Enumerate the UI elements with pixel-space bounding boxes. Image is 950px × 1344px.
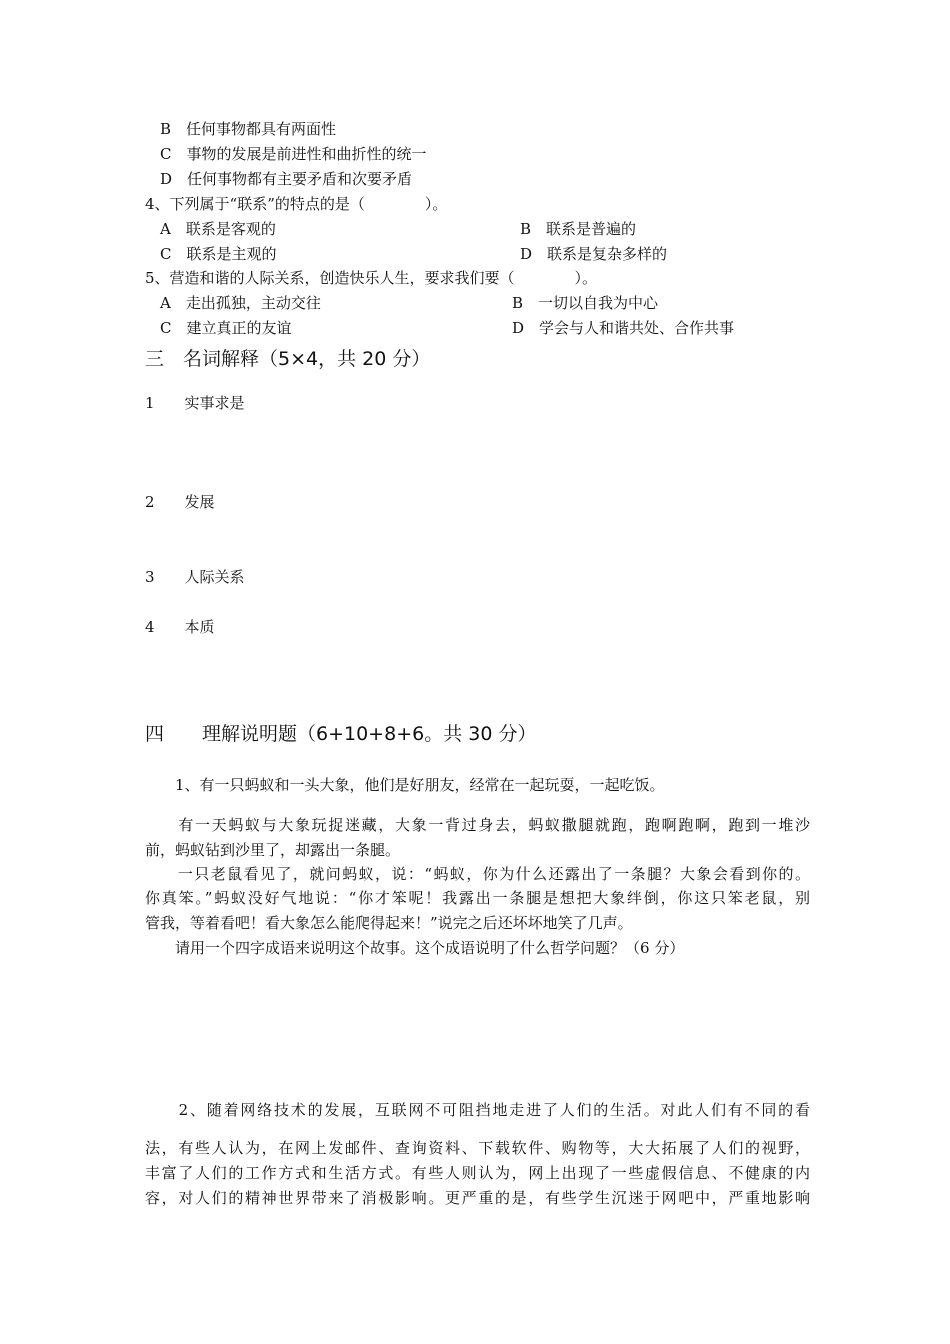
q4-option-d: D 联系是复杂多样的 [520,245,668,263]
q2-line-2: 法，有些人认为，在网上发邮件、查询资料、下载软件、购物等，大大拓展了人们的视野， [145,1139,810,1157]
q5-option-c: C 建立真正的友谊 [160,319,292,337]
section4-title: 四 理解说明题（6+10+8+6。共 30 分） [145,723,537,745]
q2-line-4: 容，对人们的精神世界带来了消极影响。更严重的是，有些学生沉迷于网吧中，严重地影响 [145,1189,810,1207]
q1-line-3: 前，蚂蚁钻到沙里了，却露出一条腿。 [145,841,401,859]
q1-line-1: 1、有一只蚂蚁和一头大象，他们是好朋友，经常在一起玩耍，一起吃饭。 [145,776,665,794]
q5-option-a: A 走出孤独，主动交往 [160,294,321,312]
q1-line-4: 一只老鼠看见了，就问蚂蚁，说：“蚂蚁，你为什么还露出了一条腿？大象会看到你的。 [145,865,810,883]
section3-item-2: 2 发展 [145,493,215,511]
q5-stem: 5、营造和谐的人际关系，创造快乐人生，要求我们要（ ）。 [145,269,598,287]
section3-item-4: 4 本质 [145,618,215,636]
q1-line-2: 有一天蚂蚁与大象玩捉迷藏，大象一背过身去，蚂蚁撒腿就跑，跑啊跑啊，跑到一堆沙 [145,816,810,834]
q3-option-d: D 任何事物都有主要矛盾和次要矛盾 [160,170,413,188]
q3-option-c: C 事物的发展是前进性和曲折性的统一 [160,145,427,163]
q2-line-3: 丰富了人们的工作方式和生活方式。有些人则认为，网上出现了一些虚假信息、不健康的内 [145,1164,810,1182]
q2-line-1: 2、随着网络技术的发展，互联网不可阻挡地走进了人们的生活。对此人们有不同的看 [145,1101,810,1119]
q4-stem: 4、下列属于“联系”的特点的是（ ）。 [145,195,448,213]
section3-item-1: 1 实事求是 [145,394,245,412]
q5-option-b: B 一切以自我为中心 [512,294,659,312]
q1-line-7: 请用一个四字成语来说明这个故事。这个成语说明了什么哲学问题？（6 分） [145,939,685,957]
q3-option-b: B 任何事物都具有两面性 [160,120,337,138]
q5-option-d: D 学会与人和谐共处、合作共事 [512,319,735,337]
q1-line-5: 你真笨。”蚂蚁没好气地说：“你才笨呢！我露出一条腿是想把大象绊倒，你这只笨老鼠，别 [145,889,810,907]
q4-option-c: C 联系是主观的 [160,245,277,263]
q1-line-6: 管我，等着看吧！看大象怎么能爬得起来！”说完之后还坏坏地笑了几声。 [145,914,633,932]
q4-option-b: B 联系是普遍的 [520,220,637,238]
section3-item-3: 3 人际关系 [145,568,245,586]
section3-title: 三 名词解释（5×4，共 20 分） [145,348,431,370]
q4-option-a: A 联系是客观的 [160,220,276,238]
